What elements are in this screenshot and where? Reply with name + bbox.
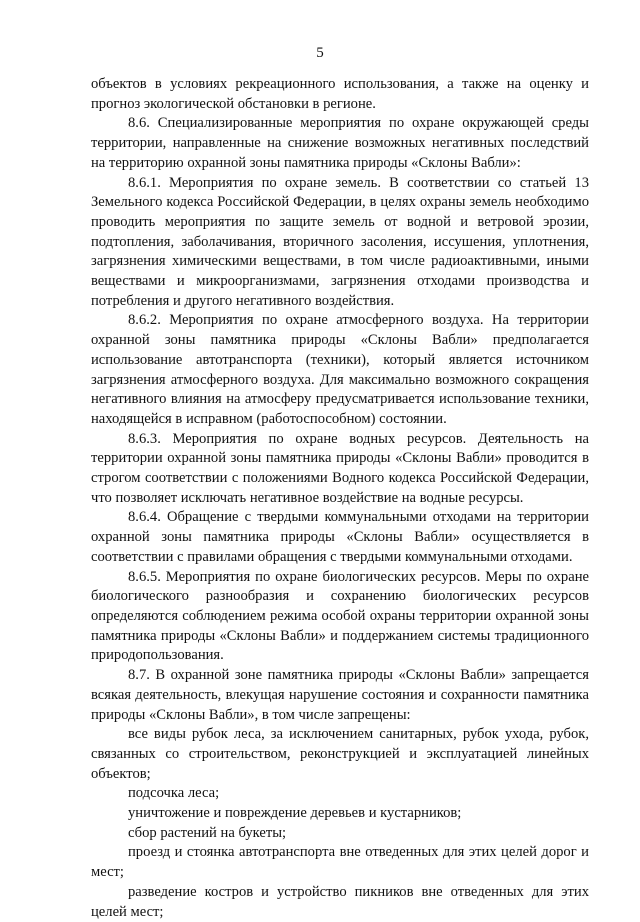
paragraph-8-7: 8.7. В охранной зоне памятника природы «Склоны Вабли» запрещается всякая деятельность, влекущая нарушение состояния и сохранности памятника природы «Склоны Вабли», в том числе запрещены: bbox=[91, 667, 589, 723]
paragraph-8-6-2: 8.6.2. Мероприятия по охране атмосферного воздуха. На территории охранной зоны памятника природы «Склоны Вабли» предполагается использование автотранспорта (техники), который является источником загрязнения атмосферного воздуха. Для максимально возможного сокращения негативного влияния на атмосферу предусматривается использование техники, находящейся в исправном (работоспособном) состоянии. bbox=[91, 312, 589, 427]
list-item: уничтожение и повреждение деревьев и кустарников; bbox=[128, 805, 462, 822]
document-body bbox=[91, 75, 589, 922]
list-item: сбор растений на букеты; bbox=[128, 824, 287, 841]
paragraph-8-6-3: 8.6.3. Мероприятия по охране водных ресурсов. Деятельность на территории охранной зоны памятника природы «Склоны Вабли» проводится в строгом соответствии с положениями Водного кодекса Российской Федерации, что позволяет исключать негативное воздействие на водные ресурсы. bbox=[91, 430, 589, 506]
paragraph-8-6: 8.6. Специализированные мероприятия по охране окружающей среды территории, направленные на снижение возможных негативных последствий на территорию охранной зоны памятника природы «Склоны Вабли»: bbox=[91, 115, 589, 171]
list-item: проезд и стоянка автотранспорта вне отведенных для этих целей дорог и мест; bbox=[91, 844, 589, 881]
page-number: 5 bbox=[316, 45, 324, 61]
list-item: подсочка леса; bbox=[128, 785, 220, 802]
paragraph-continuation: объектов в условиях рекреационного использования, а также на оценку и прогноз экологической обстановки в регионе. bbox=[91, 76, 589, 112]
paragraph-8-6-5: 8.6.5. Мероприятия по охране биологических ресурсов. Меры по охране биологического разнообразия и сохранению биологических ресурсов определяются соблюдением режима особой охраны территории охранной зоны памятника природы «Склоны Вабли» и поддержанием системы традиционного природопользования. bbox=[91, 568, 589, 664]
list-item: разведение костров и устройство пикников вне отведенных для этих целей мест; bbox=[91, 883, 589, 920]
list-item: все виды рубок леса, за исключением санитарных, рубок ухода, рубок, связанных со строительством, реконструкцией и эксплуатацией линейных объектов; bbox=[91, 726, 589, 782]
paragraph-8-6-4: 8.6.4. Обращение с твердыми коммунальными отходами на территории охранной зоны памятника природы «Склоны Вабли» осуществляется в соответствии с правилами обращения с твердыми коммунальными отходами. bbox=[91, 509, 589, 565]
paragraph-8-6-1: 8.6.1. Мероприятия по охране земель. В соответствии со статьей 13 Земельного кодекса Российской Федерации, в целях охраны земель необходимо проводить мероприятия по защите земель от водной и ветровой эрозии, подтопления, заболачивания, вторичного засоления, иссушения, уплотнения, загрязнения химическими веществами, в том числе радиоактивными, иными веществами и микроорганизмами, загрязнения отходами производства и потребления и другого негативного воздействия. bbox=[91, 174, 589, 309]
